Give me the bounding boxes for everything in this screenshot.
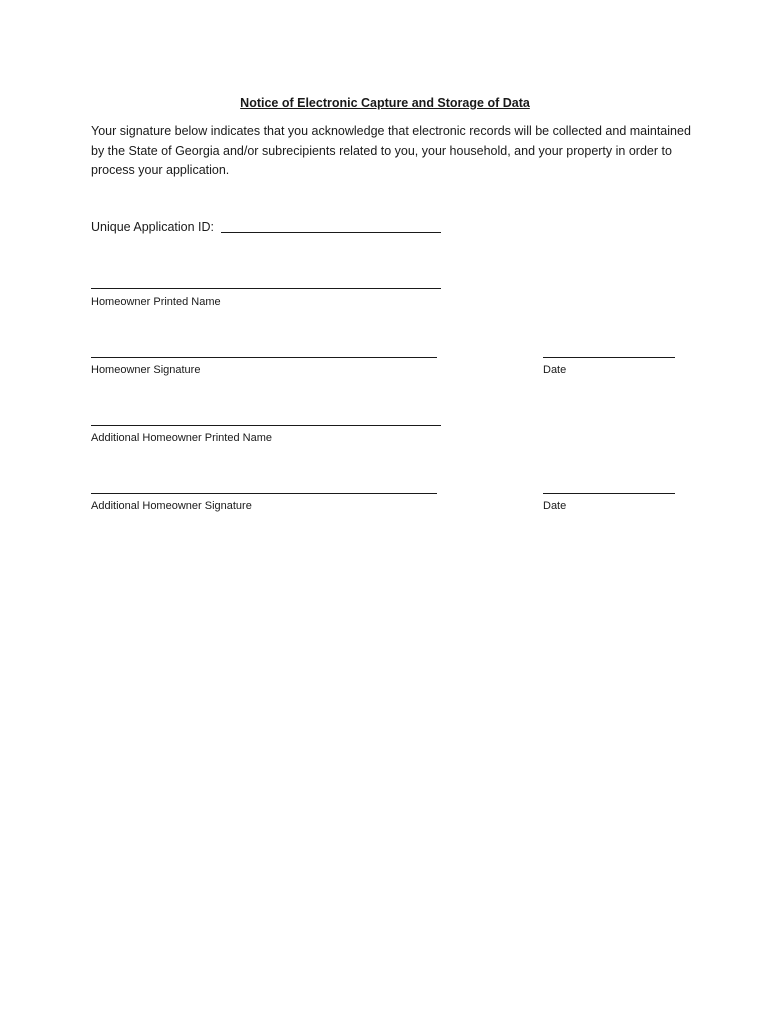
homeowner-signature-label: Homeowner Signature	[91, 364, 201, 376]
additional-printed-name-field[interactable]	[91, 425, 441, 426]
homeowner-signature-field[interactable]	[91, 357, 437, 358]
application-id-label: Unique Application ID:	[91, 220, 214, 234]
application-id-field[interactable]	[221, 232, 441, 233]
additional-signature-label: Additional Homeowner Signature	[91, 500, 252, 512]
additional-printed-name-label: Additional Homeowner Printed Name	[91, 432, 272, 444]
homeowner-printed-name-field[interactable]	[91, 288, 441, 289]
homeowner-date-field[interactable]	[543, 357, 675, 358]
acknowledgement-paragraph: Your signature below indicates that you acknowledge that electronic records will be collected and maintained by the State of Georgia and/or subrecipients related to you, your household, and your property in order to process your application.	[91, 124, 691, 177]
homeowner-printed-name-label: Homeowner Printed Name	[91, 296, 221, 308]
additional-date-label: Date	[543, 500, 567, 512]
homeowner-date-label: Date	[543, 364, 567, 376]
additional-signature-field[interactable]	[91, 493, 437, 494]
document-title: Notice of Electronic Capture and Storage of Data	[240, 96, 530, 110]
additional-date-field[interactable]	[543, 493, 675, 494]
